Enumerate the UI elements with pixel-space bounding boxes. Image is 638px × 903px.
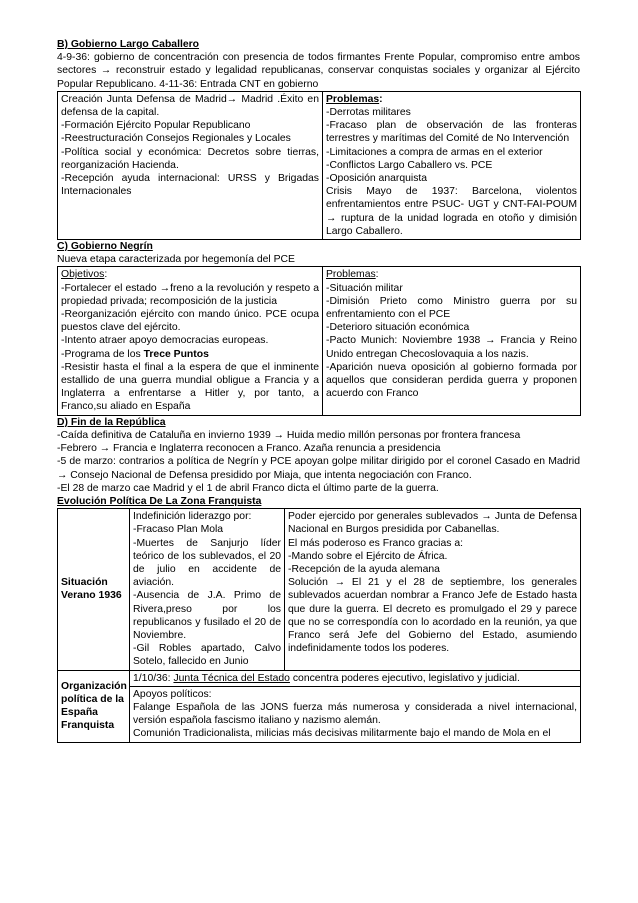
list-item: -Febrero → Francia e Inglaterra reconocen a Franco. Azaña renuncia a presidencia bbox=[57, 443, 441, 455]
junta-date: 1/10/36: bbox=[133, 672, 174, 684]
list-item bbox=[61, 348, 319, 361]
objectives-title: Objetivos bbox=[61, 269, 105, 281]
zona-table bbox=[57, 508, 581, 742]
program-prefix: -Programa de los bbox=[61, 348, 144, 360]
list-item: -Gil Robles apartado, Calvo Sotelo, fallecido en Junio bbox=[133, 643, 281, 668]
list-item: -Muertes de Sanjurjo líder teórico de los sublevados, el 20 de julio en accidente de aviación. bbox=[133, 537, 281, 589]
list-item: -Deterioro situación económica bbox=[326, 322, 470, 334]
list-item: -Fracaso Plan Mola bbox=[133, 524, 224, 536]
verano-right-cell bbox=[285, 509, 581, 670]
list-item: Comunión Tradicionalista, milicias más decisivas militarmente bajo el mando de Mola en el bbox=[133, 728, 551, 740]
list-item: Crisis Mayo de 1937: Barcelona, violentos enfrentamientos entre PSUC- UGT y CNT-FAI-POUM → ruptura de la unidad lograda en otoño y dimisión Largo Caballero. bbox=[326, 186, 577, 237]
section-d-heading: D) Fin de la República bbox=[57, 416, 166, 428]
list-item: -Recepción ayuda internacional: URSS y Brigadas Internacionales bbox=[61, 173, 319, 198]
section-c-intro: Nueva etapa caracterizada por hegemonía del PCE bbox=[57, 254, 295, 266]
section-b-left-cell bbox=[58, 91, 323, 239]
list-item: -Formación Ejército Popular Republicano bbox=[61, 120, 251, 132]
list-item: Indefinición liderazgo por: bbox=[133, 511, 252, 523]
section-b-right-cell: Problemas: -Derrotas militares -Fracaso plan de observación de las fronteras terrestres y marítimas del Comité de No Intervención -Limitaciones a compra de armas en el exterior -Conflictos Largo Caballero vs. PCE -Oposición anarquista Crisis Mayo de 1937: Barcelona, violentos enfrentamientos entre PSUC- UGT y CNT-FAI-POUM → ruptura de la unidad lograda en otoño y dimisión Largo Caballero. bbox=[323, 91, 581, 239]
list-item: Falange Española de las JONS fuerza más numerosa y considerada a nivel internacional, versión española fascismo italiano y nazismo alemán. bbox=[133, 701, 577, 727]
apoyos-cell bbox=[130, 686, 581, 742]
section-b-table bbox=[57, 91, 581, 240]
problems-title: Problemas bbox=[326, 93, 380, 105]
problems-title: Problemas bbox=[326, 269, 376, 281]
row-label-verano: Situación Verano 1936 bbox=[58, 509, 130, 670]
junta-tecnica-link: Junta Técnica del Estado bbox=[173, 672, 290, 684]
list-item: -Mando sobre el Ejército de África. bbox=[288, 550, 448, 562]
list-item: -Conflictos Largo Caballero vs. PCE bbox=[326, 159, 493, 171]
list-item: -Intento atraer apoyo democracias europeas. bbox=[61, 335, 269, 347]
verano-mid-cell bbox=[130, 509, 285, 670]
list-item: -Aparición nueva oposición al gobierno formada por aquellos que consideran perdida guerra y proponen acuerdo con Franco bbox=[326, 361, 577, 400]
list-item: Solución → El 21 y el 28 de septiembre, los generales sublevados acuerdan nombrar a Franco Jefe de Estado hasta que dure la guerra. El decreto es promulgado el 29 y parece que no se correspondía con lo acordado en la reunión, ya que Franco será Jefe del Gobierno del Estado, asumiendo indefinidamente todos los poderes. bbox=[288, 577, 577, 655]
list-item: -5 de marzo: contrarios a política de Negrín y PCE apoyan golpe militar dirigido por el coronel Casado en Madrid → Consejo Nacional de Defensa presidido por Miaja, que intenta negociación con Franco. bbox=[57, 456, 580, 481]
list-item: -Pacto Munich: Noviembre 1938 → Francia y Reino Unido entregan Checoslovaquia a los nazis. bbox=[326, 335, 577, 360]
list-item: El más poderoso es Franco gracias a: bbox=[288, 537, 463, 549]
list-item: -Oposición anarquista bbox=[326, 173, 428, 185]
zona-heading: Evolución Política De La Zona Franquista bbox=[57, 495, 262, 507]
section-b-heading: B) Gobierno Largo Caballero bbox=[57, 39, 200, 50]
document-page bbox=[57, 38, 580, 743]
list-item: -Limitaciones a compra de armas en el exterior bbox=[326, 146, 543, 158]
section-c-table bbox=[57, 266, 581, 415]
list-item: Creación Junta Defensa de Madrid→ Madrid .Éxito en defensa de la capital. bbox=[61, 93, 319, 119]
list-item: -Fracaso plan de observación de las fronteras terrestres y marítimas del Comité de No Intervención bbox=[326, 120, 577, 145]
junta-text: concentra poderes ejecutivo, legislativo y judicial. bbox=[289, 672, 520, 684]
list-item: -Resistir hasta el final a la espera de que el inminente estallido de una guerra mundial obligue a Francia y a Inglaterra a enfrentarse a Hitler y, por tanto, a Franco,su aliado en España bbox=[61, 361, 319, 413]
list-item: -Reestructuración Consejos Regionales y Locales bbox=[61, 133, 291, 145]
list-item: -Recepción de la ayuda alemana bbox=[288, 563, 440, 575]
list-item: -Situación militar bbox=[326, 282, 403, 294]
list-item: -Ausencia de J.A. Primo de Rivera,preso por los republicanos y fusilado el 20 de Noviembre. bbox=[133, 590, 281, 641]
list-item: Poder ejercido por generales sublevados → Junta de Defensa Nacional en Burgos presidida por Cabanellas. bbox=[288, 511, 577, 536]
list-item: -Derrotas militares bbox=[326, 107, 411, 119]
list-item: -Dimisión Prieto como Ministro guerra por su enfrentamiento con el PCE bbox=[326, 295, 577, 321]
trece-puntos: Trece Puntos bbox=[143, 348, 209, 360]
list-item: -Política social y económica: Decretos sobre tierras, reorganización Hacienda. bbox=[61, 146, 319, 171]
section-c-left-cell: Objetivos: -Fortalecer el estado →freno a la revolución y respeto a propiedad privada; recomposición de la justicia -Reorganización ejército con mando único. PCE ocupa puestos clave del ejército. -Intento atraer apoyo democracias europeas. -Programa de los Trece Puntos -Resistir hasta el final a la espera de que el inminente estallido de una guerra mundial obligue a Francia y a Inglaterra a enfrentarse a Hitler y, por tanto, a Franco,su aliado en España bbox=[58, 267, 323, 415]
list-item: -Fortalecer el estado →freno a la revolución y respeto a propiedad privada; recomposición de la justicia bbox=[61, 282, 319, 307]
section-c-heading: C) Gobierno Negrín bbox=[57, 241, 153, 253]
section-b-intro: 4-9-36: gobierno de concentración con presencia de todos firmantes Frente Popular, compromiso entre ambos sectores → reconstruir estado y legalidad republicanas, conservar conquistas sociales y organizar al Ejército Popular Republicano. 4-11-36: Entrada CNT en gobierno bbox=[57, 52, 580, 90]
list-item: -Reorganización ejército con mando único. PCE ocupa puestos clave del ejército. bbox=[61, 309, 319, 334]
junta-cell bbox=[130, 670, 581, 686]
list-item: -Caída definitiva de Cataluña en invierno 1939 → Huida medio millón personas por frontera francesa bbox=[57, 429, 521, 441]
list-item: -El 28 de marzo cae Madrid y el 1 de abril Franco dicta el último parte de la guerra. bbox=[57, 482, 439, 494]
list-item: Apoyos políticos: bbox=[133, 688, 212, 700]
row-label-organizacion: Organización política de la España Franquista bbox=[58, 670, 130, 742]
section-c-right-cell: Problemas: -Situación militar -Dimisión Prieto como Ministro guerra por su enfrentamiento con el PCE -Deterioro situación económica -Pacto Munich: Noviembre 1938 → Francia y Reino Unido entregan Checoslovaquia a los nazis. -Aparición nueva oposición al gobierno formada por aquellos que consideran perdida guerra y proponen acuerdo con Franco bbox=[323, 267, 581, 415]
